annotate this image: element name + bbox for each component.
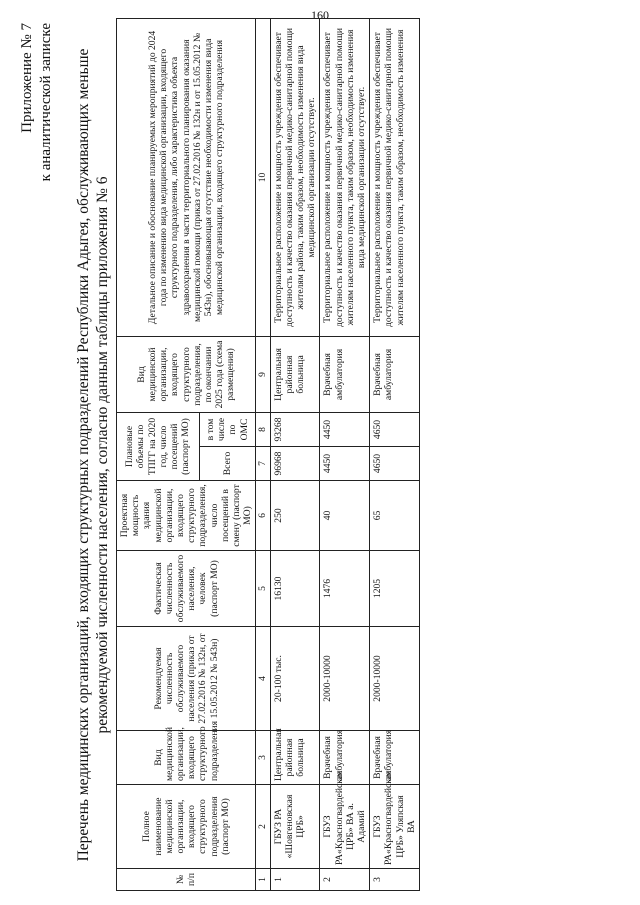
column-number: 3 [256, 731, 270, 785]
row-actual: 16130 [270, 551, 320, 627]
row-capacity: 65 [370, 481, 420, 551]
page-number: 160 [311, 8, 329, 22]
document-title: Перечень медицинских организаций, входящих структурных подразделений Республики Адыгея, обслуживающих меньше рекомендуемой численности населения, согласно данным таблицы приложения № 6 [75, 48, 111, 862]
organizations-table [116, 18, 420, 891]
row-name: ГБУЗ РА«Красногвардейская ЦРБ» Уляпская ВА [370, 785, 420, 869]
table-row [370, 18, 420, 890]
row-planned-total: 4450 [320, 447, 370, 481]
row-name: ГБУЗ РА «Шовгеновская ЦРБ» [270, 785, 320, 869]
annex-number: Приложение № 7 [19, 23, 35, 133]
row-type: Врачебная амбулатория [320, 731, 370, 785]
header-type: Вид медицинской организации, входящего структурного подразделения [117, 731, 256, 785]
row-type-after: Центральная районная больница [270, 336, 320, 412]
column-number: 2 [256, 785, 270, 869]
column-number: 5 [256, 551, 270, 627]
row-type-after: Врачебная амбулатория [320, 336, 370, 412]
header-capacity: Проектная мощность здания медицинской организации, входящего структурного подразделения, число посещений в смену (паспорт МО) [117, 481, 256, 551]
rotated-page-content [18, 15, 628, 895]
row-actual: 1476 [320, 551, 370, 627]
header-row [117, 18, 200, 890]
row-num: 2 [320, 869, 370, 891]
column-number: 4 [256, 627, 270, 731]
row-planned-oms: 4450 [320, 412, 370, 446]
column-number: 10 [256, 18, 270, 336]
column-number: 1 [256, 869, 270, 891]
header-recommended: Рекомендуемая численность обслуживаемого населения (приказ от 27.02.2016 № 132н, от 15.05.2012 № 543н) [117, 627, 256, 731]
header-planned-oms: в том числе по ОМС [199, 412, 256, 446]
column-number: 9 [256, 336, 270, 412]
column-number: 7 [256, 447, 270, 481]
row-description: Территориальное расположение и мощность учреждения обеспечивает доступность и качество оказания первичной медико-санитарной помощи жителям населенного пункта, таким образом, необходимость изменения [370, 18, 420, 336]
row-recommended: 2000-10000 [320, 627, 370, 731]
column-numbers-row [256, 18, 270, 890]
row-recommended: 2000-10000 [370, 627, 420, 731]
row-planned-oms: 93268 [270, 412, 320, 446]
row-description: Территориальное расположение и мощность учреждения обеспечивает доступность и качество оказания первичной медико-санитарной помощи жителям населенного пункта, таким образом, необходимость изменения вида медицинской организации отсутствует. [320, 18, 370, 336]
row-type: Врачебная амбулатория [370, 731, 420, 785]
annex-subtitle: к аналитической записке [38, 23, 54, 182]
row-recommended: 20-100 тыс. [270, 627, 320, 731]
row-capacity: 40 [320, 481, 370, 551]
table-row [270, 18, 320, 890]
row-num: 3 [370, 869, 420, 891]
header-name: Полное наименование медицинской организации, входящего структурного подразделения (паспорт МО) [117, 785, 256, 869]
row-name: ГБУЗ РА«Красногвардейская ЦРБ» ВА а. Адамий [320, 785, 370, 869]
annex-heading [18, 23, 56, 181]
row-type: Центральная районная больница [270, 731, 320, 785]
header-planned-total: Всего [199, 447, 256, 481]
column-number: 8 [256, 412, 270, 446]
header-num: № п/п [117, 869, 256, 891]
row-description: Территориальное расположение и мощность учреждения обеспечивает доступность и качество оказания первичной медико-санитарной помощи жителям района, таким образом, необходимость изменения вида медицинской организации отсутствует. [270, 18, 320, 336]
row-type-after: Врачебная амбулатория [370, 336, 420, 412]
header-planned: Плановые объемы по ТПГГ на 2020 год, число посещений (паспорт МО) [117, 412, 200, 480]
header-description: Детальное описание и обоснование планируемых мероприятий до 2024 года по изменению вида медицинской организации, входящего структурного подразделения, либо характеристика объекта здравоохранения в части территориального планирования оказания медицинской помощи (приказ от 27.02.2016 № 132н и от 15.05.2012 № 543н), обосновывающая отсутствие необходимости изменения вида медицинской организации, входящего структурного подразделения [117, 18, 256, 336]
row-actual: 1205 [370, 551, 420, 627]
header-type-after: Вид медицинской организации, входящего структурного подразделения, по окончании 2025 года (схема размещения) [117, 336, 256, 412]
header-actual: Фактическая численность обслуживаемого населения, человек (паспорт МО) [117, 551, 256, 627]
column-number: 6 [256, 481, 270, 551]
row-capacity: 250 [270, 481, 320, 551]
row-planned-total: 4650 [370, 447, 420, 481]
table-row [320, 18, 370, 890]
row-planned-total: 96968 [270, 447, 320, 481]
row-planned-oms: 4650 [370, 412, 420, 446]
row-num: 1 [270, 869, 320, 891]
